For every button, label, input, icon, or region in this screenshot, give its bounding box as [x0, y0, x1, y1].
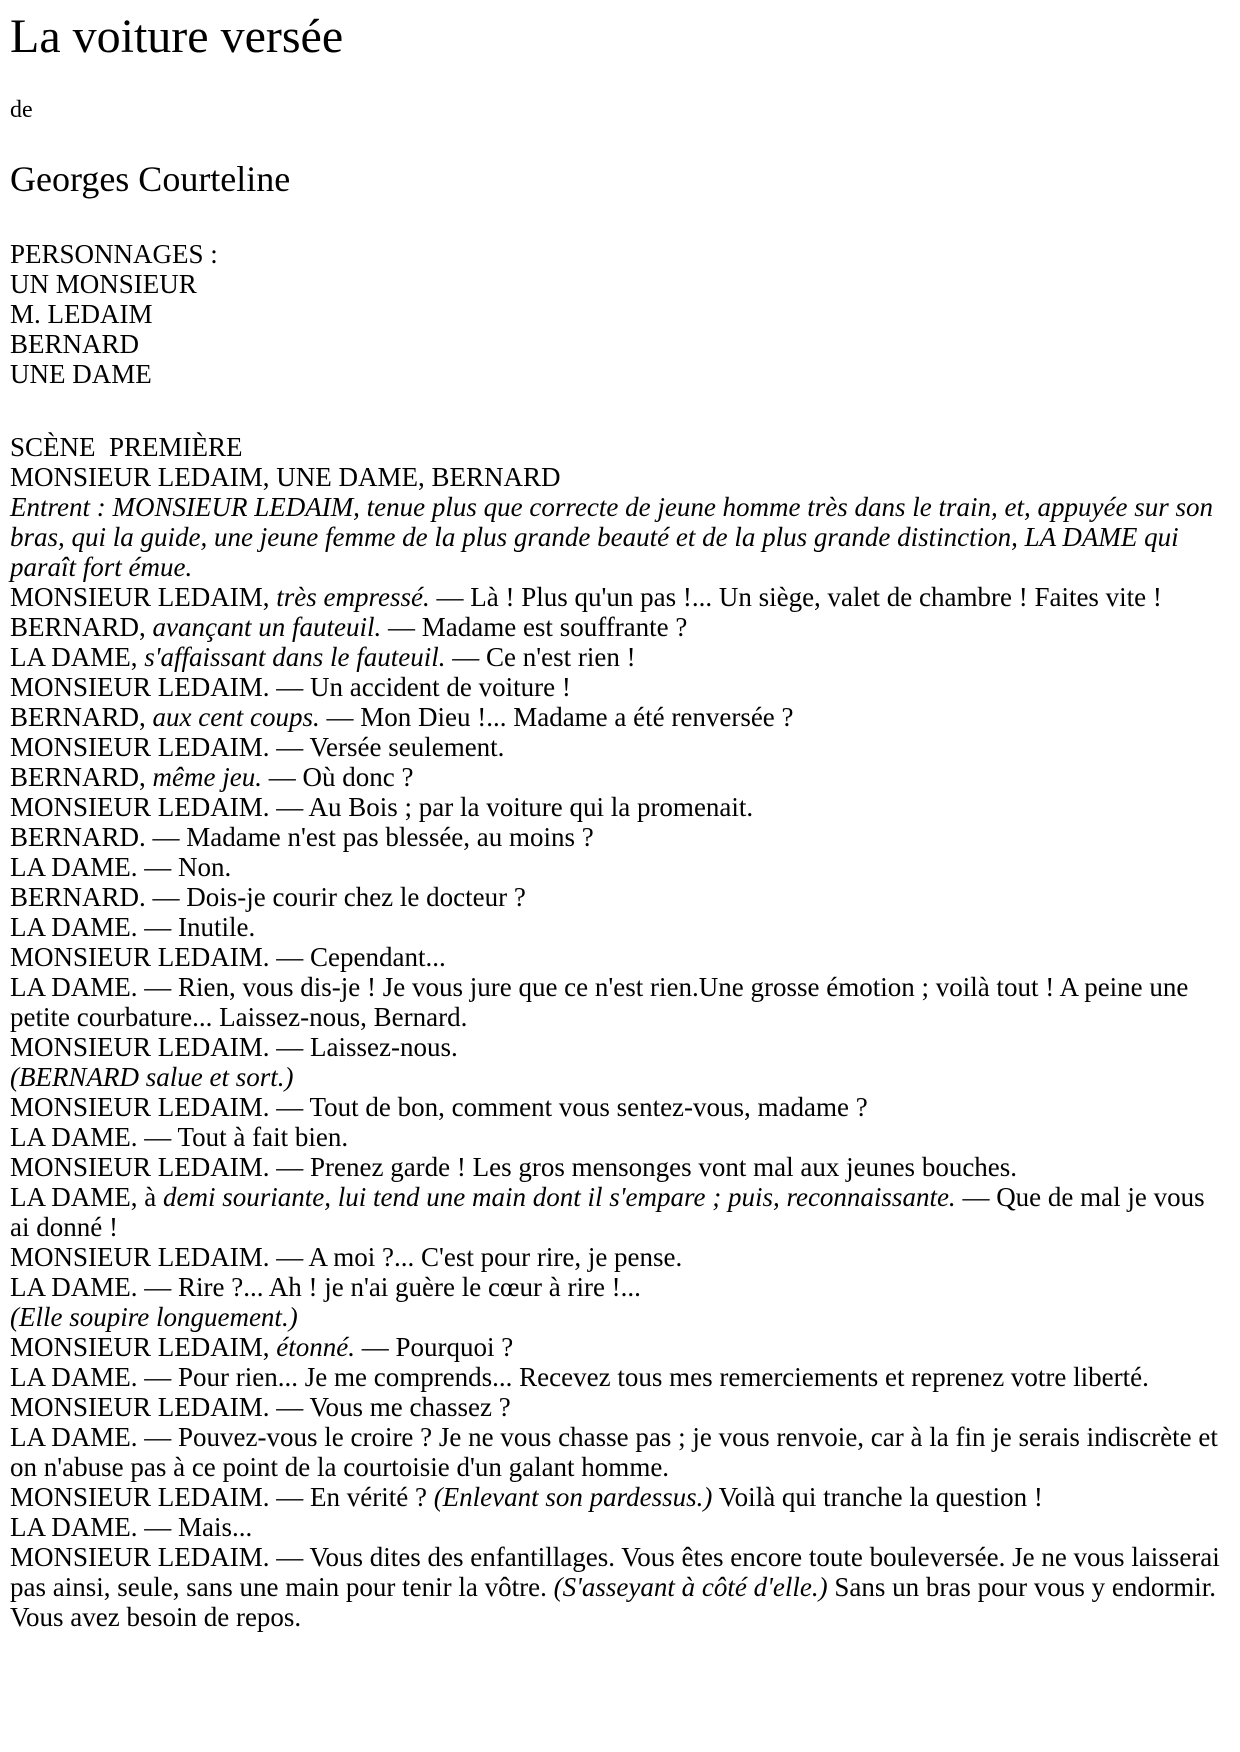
script-line: (Elle soupire longuement.): [10, 1302, 298, 1333]
script-line: (BERNARD salue et sort.): [10, 1062, 294, 1093]
author-name: Georges Courteline: [10, 158, 291, 199]
script-line: BERNARD. — Madame n'est pas blessée, au moins ?: [10, 822, 594, 853]
script-line: MONSIEUR LEDAIM. — Vous me chassez ?: [10, 1392, 511, 1423]
personnage-item: UNE DAME: [10, 359, 152, 390]
personnages-list: [10, 269, 1230, 389]
script-line: MONSIEUR LEDAIM, très empressé. — Là ! Plus qu'un pas !... Un siège, valet de chambre ! Faites vite !: [10, 582, 1162, 613]
script-line: MONSIEUR LEDAIM, étonné. — Pourquoi ?: [10, 1332, 514, 1363]
script-line: MONSIEUR LEDAIM. — Prenez garde ! Les gros mensonges vont mal aux jeunes bouches.: [10, 1152, 1018, 1183]
script-lines: [10, 492, 1230, 1632]
personnages-block: [10, 239, 1230, 389]
script-line: LA DAME. — Tout à fait bien.: [10, 1122, 349, 1153]
script-line: Entrent : MONSIEUR LEDAIM, tenue plus que correcte de jeune homme très dans le train, et, appuyée sur son bras, qui la guide, une jeune femme de la plus grande beauté et de la plus grande distinction, LA DAME qui paraît fort émue.: [10, 492, 1213, 583]
script-line: MONSIEUR LEDAIM. — Au Bois ; par la voiture qui la promenait.: [10, 792, 754, 823]
page-title: La voiture versée: [10, 10, 344, 63]
script-line: MONSIEUR LEDAIM. — Tout de bon, comment vous sentez-vous, madame ?: [10, 1092, 868, 1123]
personnage-item: M. LEDAIM: [10, 299, 153, 330]
script-line: MONSIEUR LEDAIM. — Un accident de voiture !: [10, 672, 571, 703]
script-line: MONSIEUR LEDAIM. — En vérité ? (Enlevant son pardessus.) Voilà qui tranche la question !: [10, 1482, 1043, 1513]
scene-block: [10, 432, 1230, 1632]
script-line: BERNARD, aux cent coups. — Mon Dieu !... Madame a été renversée ?: [10, 702, 794, 733]
personnage-item: BERNARD: [10, 329, 140, 360]
script-line: LA DAME. — Pouvez-vous le croire ? Je ne vous chasse pas ; je vous renvoie, car à la fin je serais indiscrète et on n'abuse pas à ce point de la courtoisie d'un galant homme.: [10, 1422, 1218, 1483]
script-line: LA DAME. — Mais...: [10, 1512, 253, 1543]
scene-characters: MONSIEUR LEDAIM, UNE DAME, BERNARD: [10, 462, 561, 493]
scene-title: SCÈNE PREMIÈRE: [10, 432, 243, 463]
script-line: LA DAME, à demi souriante, lui tend une main dont il s'empare ; puis, reconnaissante. — Que de mal je vous ai donné !: [10, 1182, 1205, 1243]
document: [10, 10, 1230, 1632]
script-line: BERNARD. — Dois-je courir chez le docteur ?: [10, 882, 526, 913]
byline: de: [10, 96, 33, 123]
personnages-heading: PERSONNAGES :: [10, 239, 218, 270]
personnage-item: UN MONSIEUR: [10, 269, 197, 300]
script-line: BERNARD, même jeu. — Où donc ?: [10, 762, 414, 793]
script-line: MONSIEUR LEDAIM. — Laissez-nous.: [10, 1032, 458, 1063]
script-line: LA DAME, s'affaissant dans le fauteuil. — Ce n'est rien !: [10, 642, 636, 673]
script-line: MONSIEUR LEDAIM. — Vous dites des enfantillages. Vous êtes encore toute bouleversée. Je ne vous laisserai pas ainsi, seule, sans une main pour tenir la vôtre. (S'asseyant à côté d'elle.) Sans un bras pour vous y endormir. Vous avez besoin de repos.: [10, 1542, 1220, 1633]
script-line: LA DAME. — Inutile.: [10, 912, 256, 943]
script-line: LA DAME. — Rien, vous dis-je ! Je vous jure que ce n'est rien.Une grosse émotion ; voilà tout ! A peine une petite courbature... Laissez-nous, Bernard.: [10, 972, 1189, 1033]
script-line: MONSIEUR LEDAIM. — Versée seulement.: [10, 732, 505, 763]
script-line: LA DAME. — Pour rien... Je me comprends... Recevez tous mes remerciements et reprenez votre liberté.: [10, 1362, 1149, 1393]
script-line: MONSIEUR LEDAIM. — A moi ?... C'est pour rire, je pense.: [10, 1242, 683, 1273]
script-line: MONSIEUR LEDAIM. — Cependant...: [10, 942, 446, 973]
script-line: LA DAME. — Rire ?... Ah ! je n'ai guère le cœur à rire !...: [10, 1272, 641, 1303]
script-line: BERNARD, avançant un fauteuil. — Madame est souffrante ?: [10, 612, 688, 643]
script-line: LA DAME. — Non.: [10, 852, 232, 883]
